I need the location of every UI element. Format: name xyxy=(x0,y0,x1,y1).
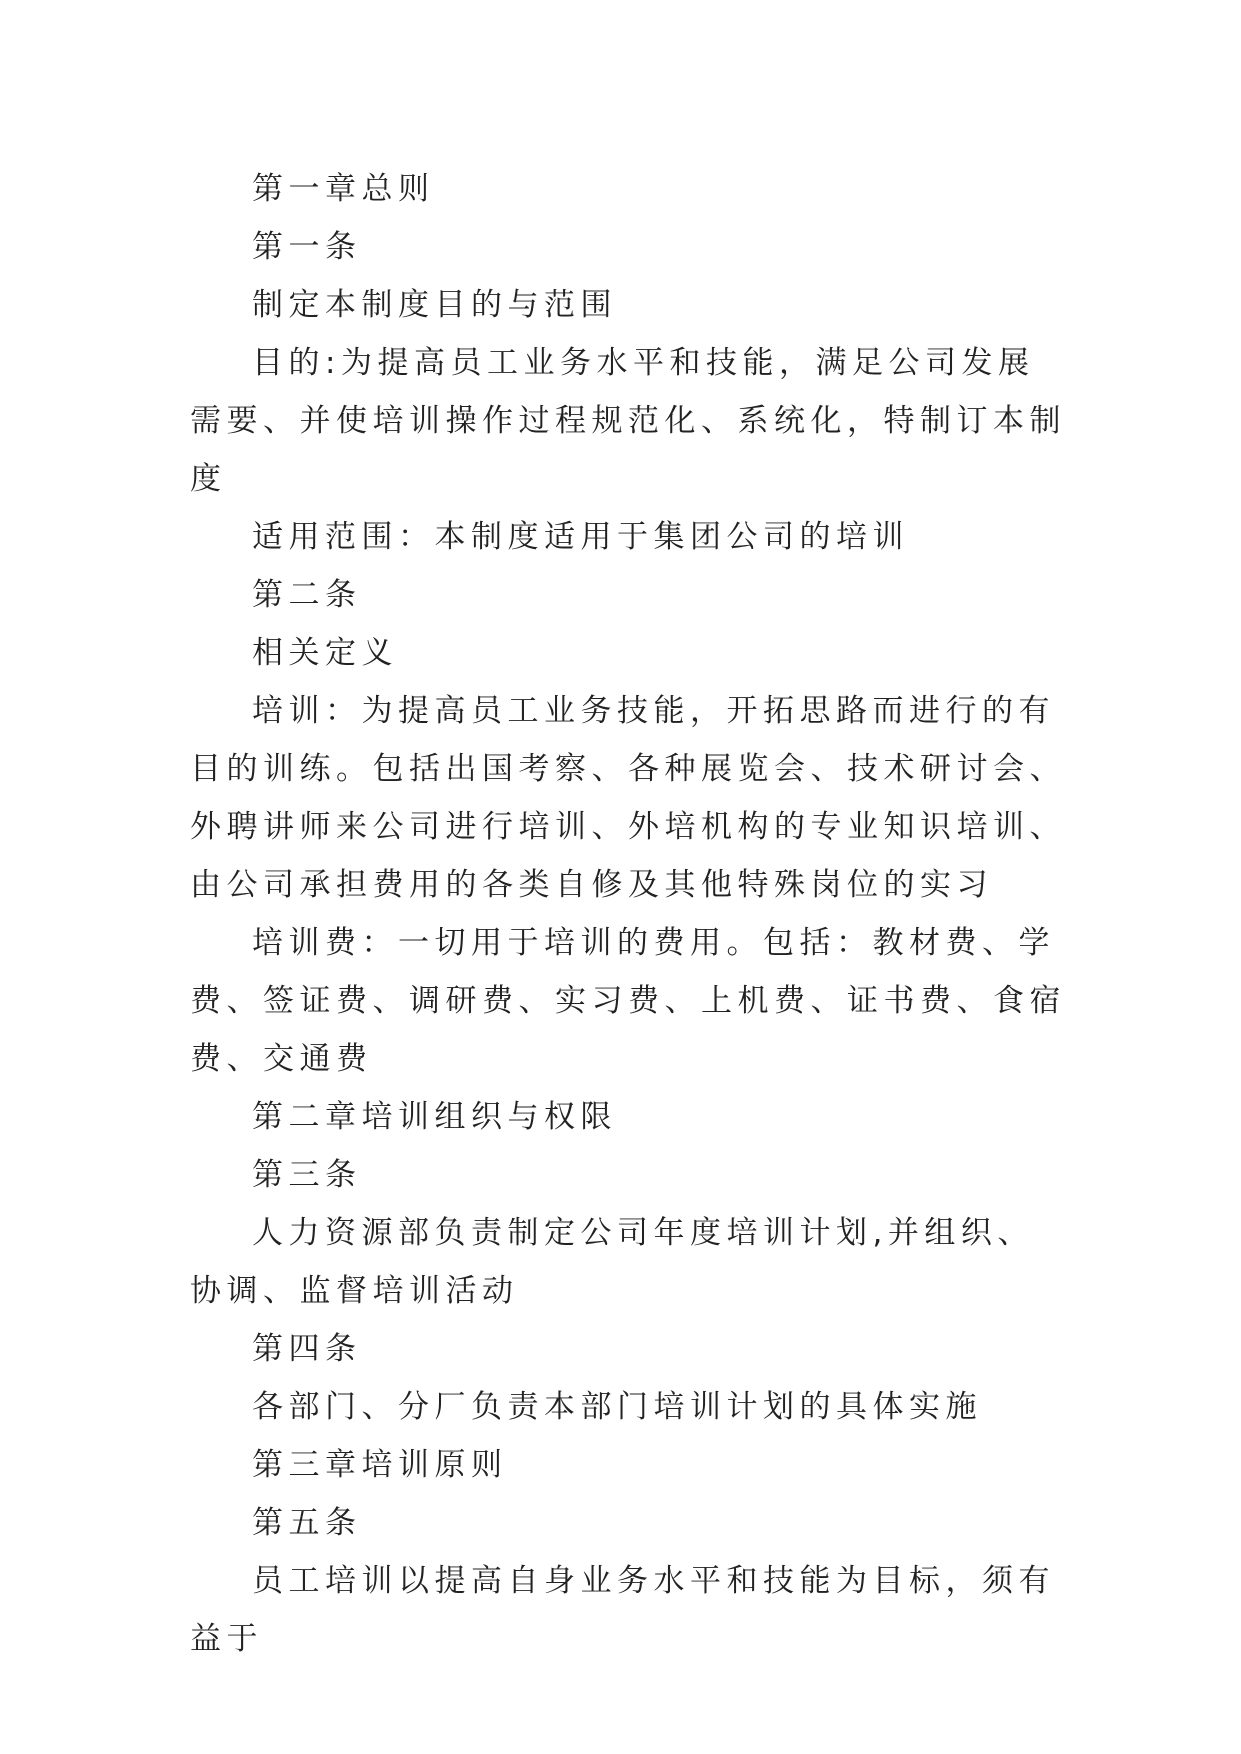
article-heading: 第四条 xyxy=(252,1331,362,1367)
article-heading: 第三条 xyxy=(252,1157,362,1193)
body-paragraph: 培训费：一切用于培训的费用。包括：教材费、学费、签证费、调研费、实习费、上机费、证书费、食宿费、交通费 xyxy=(190,925,1066,1077)
body-paragraph: 适用范围：本制度适用于集团公司的培训 xyxy=(252,519,909,555)
chapter-heading: 第二章培训组织与权限 xyxy=(252,1099,617,1135)
section-heading: 相关定义 xyxy=(252,635,398,671)
article-heading: 第二条 xyxy=(252,577,362,613)
article-heading: 第一条 xyxy=(252,229,362,265)
body-paragraph: 员工培训以提高自身业务水平和技能为目标，须有益于 xyxy=(190,1563,1055,1657)
body-paragraph: 目的:为提高员工业务水平和技能，满足公司发展需要、并使培训操作过程规范化、系统化，特制订本制度 xyxy=(190,345,1066,497)
section-heading: 制定本制度目的与范围 xyxy=(252,287,617,323)
body-paragraph: 培训：为提高员工业务技能，开拓思路而进行的有目的训练。包括出国考察、各种展览会、技术研讨会、外聘讲师来公司进行培训、外培机构的专业知识培训、由公司承担费用的各类自修及其他特殊岗位的实习 xyxy=(190,693,1066,903)
body-paragraph: 人力资源部负责制定公司年度培训计划,并组织、协调、监督培训活动 xyxy=(190,1215,1034,1309)
document-body xyxy=(190,160,1070,1668)
chapter-heading: 第三章培训原则 xyxy=(252,1447,508,1483)
body-paragraph: 各部门、分厂负责本部门培训计划的具体实施 xyxy=(252,1389,982,1425)
chapter-heading: 第一章总则 xyxy=(252,171,435,207)
article-heading: 第五条 xyxy=(252,1505,362,1541)
